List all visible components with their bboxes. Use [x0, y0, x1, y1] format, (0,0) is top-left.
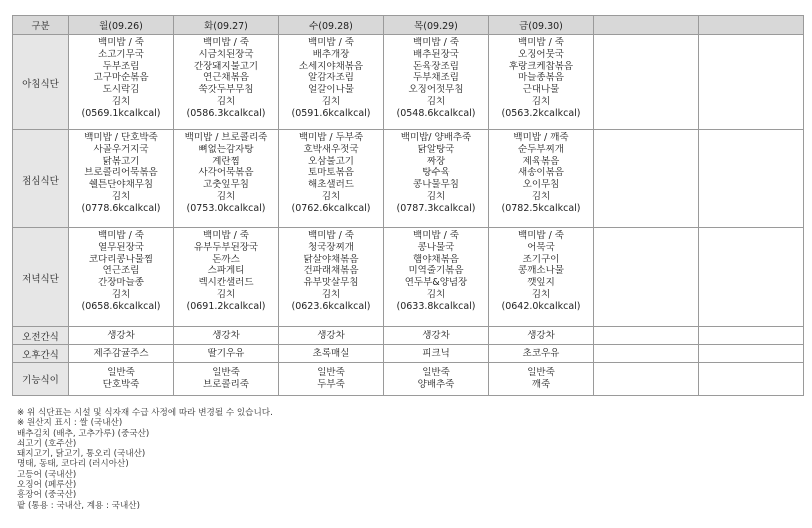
note-line: 배추김치 (배추, 고추가루) (중국산) — [17, 428, 150, 439]
menu-cell — [489, 345, 594, 363]
menu-item: 닭살야채볶음 — [303, 253, 359, 265]
category-header: 구분 — [13, 16, 69, 35]
menu-cell — [69, 363, 174, 396]
menu-cell — [279, 228, 384, 327]
menu-item: 연근채볶음 — [203, 72, 249, 84]
menu-item: 오삼불고기 — [308, 155, 354, 167]
menu-item: 유부맛살무침 — [303, 277, 359, 289]
menu-cell — [594, 327, 699, 345]
menu-cell — [699, 345, 804, 363]
menu-item: 단호박죽 — [102, 379, 140, 390]
menu-item: (0753.0kcalkcal) — [186, 202, 266, 214]
row-label: 저녁식단 — [13, 228, 69, 327]
menu-item: 김치 — [321, 95, 341, 107]
menu-cell — [594, 130, 699, 228]
menu-cell — [384, 130, 489, 228]
menu-cell — [699, 327, 804, 345]
menu-item: 콩깨소나물 — [518, 265, 564, 277]
menu-cell — [174, 35, 279, 130]
menu-item: 두부조림 — [102, 60, 140, 72]
header-row — [13, 16, 804, 35]
menu-item: 김치 — [531, 190, 551, 202]
menu-item: 닭볶고기 — [102, 155, 140, 167]
day-header-empty-2 — [699, 16, 804, 35]
menu-item: 미역줄기볶음 — [408, 265, 464, 277]
menu-item: 햄야채볶음 — [413, 253, 459, 265]
menu-cell — [279, 35, 384, 130]
menu-item: 청국장찌개 — [308, 241, 354, 253]
menu-item: 일반죽 — [212, 367, 240, 379]
note-line: 명태, 동태, 코다리 (러시아산) — [17, 459, 129, 470]
menu-item: 일반죽 — [422, 367, 450, 379]
menu-cell — [384, 363, 489, 396]
menu-cell — [489, 363, 594, 396]
menu-cell — [69, 228, 174, 327]
menu-item: 돈육장조림 — [413, 60, 459, 72]
menu-item: 시금치된장국 — [198, 48, 254, 60]
menu-cell — [174, 130, 279, 228]
menu-item: (0569.1kcalkcal) — [81, 107, 161, 119]
afternoon-snack-row — [13, 345, 804, 363]
menu-item: (0782.5kcalkcal) — [501, 202, 581, 214]
day-header-empty-1 — [594, 16, 699, 35]
row-label: 오후간식 — [13, 345, 69, 363]
menu-item: 딸기우유 — [207, 347, 245, 359]
menu-item: 백미밥 / 죽 — [203, 37, 249, 48]
menu-item: 해초샐러드 — [308, 179, 354, 191]
menu-item: 백미밥/ 양배추죽 — [400, 132, 472, 143]
menu-item: 백미밥 / 죽 — [203, 230, 249, 241]
menu-item: 탕수육 — [422, 167, 450, 179]
menu-item: 일반죽 — [107, 367, 135, 379]
menu-item: 어묵국 — [527, 241, 555, 253]
menu-cell — [699, 228, 804, 327]
menu-cell — [174, 345, 279, 363]
menu-item: 콩나물국 — [417, 241, 455, 253]
menu-item: 두부죽 — [317, 379, 345, 390]
note-line: ※ 원산지 표시 : 쌀 (국내산) — [17, 418, 123, 429]
menu-item: 브로콜리어묵볶음 — [84, 167, 158, 179]
menu-item: 일반죽 — [317, 367, 345, 379]
menu-item: 양배추죽 — [417, 379, 455, 390]
menu-cell — [489, 130, 594, 228]
menu-item: 렉시칸샐러드 — [198, 277, 254, 289]
menu-item: 백미밥 / 깨죽 — [513, 132, 569, 143]
menu-item: 백미밥 / 죽 — [308, 37, 354, 48]
menu-item: 순두부찌개 — [518, 143, 564, 155]
menu-body — [13, 35, 804, 396]
menu-item: 김치 — [111, 190, 131, 202]
menu-item: (0633.8kcalkcal) — [396, 300, 476, 312]
menu-cell — [279, 130, 384, 228]
menu-item: 두부채조림 — [413, 72, 459, 84]
menu-item: 알감자조림 — [308, 72, 354, 84]
special-diet-row — [13, 363, 804, 396]
menu-cell — [594, 345, 699, 363]
menu-item: 김치 — [531, 288, 551, 300]
menu-item: 생강차 — [212, 329, 240, 341]
menu-item: 생강차 — [422, 329, 450, 341]
menu-item: 사각어묵볶음 — [198, 167, 254, 179]
menu-item: 후랑크케찹볶음 — [508, 60, 574, 72]
menu-item: (0586.3kcalkcal) — [186, 107, 266, 119]
menu-item: 김치 — [321, 288, 341, 300]
menu-item: 닭알탕국 — [417, 143, 455, 155]
menu-item: 계란찜 — [212, 155, 240, 167]
menu-item: 마늘종볶음 — [518, 72, 564, 84]
menu-item: 생강차 — [527, 329, 555, 341]
menu-item: (0778.6kcalkcal) — [81, 202, 161, 214]
menu-cell — [594, 363, 699, 396]
menu-item: 코다리콩나물찜 — [88, 253, 154, 265]
menu-item: 토마토볶음 — [308, 167, 354, 179]
menu-item: 생강차 — [317, 329, 345, 341]
breakfast-row — [13, 35, 804, 130]
row-label: 점심식단 — [13, 130, 69, 228]
menu-item: 초코우유 — [522, 347, 560, 359]
menu-item: 돈까스 — [212, 253, 240, 265]
menu-item: 김치 — [111, 288, 131, 300]
menu-item: (0642.0kcalkcal) — [501, 300, 581, 312]
menu-item: (0591.6kcalkcal) — [291, 107, 371, 119]
menu-item: 오이무침 — [522, 179, 560, 191]
menu-item: 백미밥 / 죽 — [413, 230, 459, 241]
menu-item: 백미밥 / 죽 — [518, 37, 564, 48]
menu-item: 연근조림 — [102, 265, 140, 277]
note-line: 팥 (통용 : 국내산, 계용 : 국내산) — [17, 500, 140, 511]
notes-section — [17, 408, 273, 511]
menu-item: 브로콜리죽 — [203, 379, 249, 390]
menu-item: 김치 — [531, 95, 551, 107]
menu-item: 제주감귤주스 — [93, 347, 149, 359]
day-header-thu: 목(09.29) — [384, 16, 489, 35]
menu-item: 피크닉 — [422, 347, 450, 359]
menu-cell — [69, 130, 174, 228]
menu-item: 배추된장국 — [413, 48, 459, 60]
menu-item: 김치 — [426, 190, 446, 202]
row-label: 기능식이 — [13, 363, 69, 396]
note-line: ※ 위 식단표는 시설 및 식자재 수급 사정에 따라 변경될 수 있습니다. — [17, 408, 273, 418]
menu-item: 건파래채볶음 — [303, 265, 359, 277]
menu-item: 백미밥 / 두부죽 — [298, 132, 364, 143]
menu-item: 연두부&양념장 — [404, 277, 468, 289]
menu-item: 배추개장 — [312, 48, 350, 60]
menu-item: 김치 — [426, 288, 446, 300]
menu-cell — [69, 345, 174, 363]
menu-item: 일반죽 — [527, 367, 555, 379]
menu-item: 열무된장국 — [98, 241, 144, 253]
menu-item: 뼈없는감자탕 — [198, 143, 254, 155]
menu-item: 백미밥 / 죽 — [413, 37, 459, 48]
menu-item: 고구마순볶음 — [93, 72, 149, 84]
menu-item: (0623.6kcalkcal) — [291, 300, 371, 312]
menu-item: 새송이볶음 — [518, 167, 564, 179]
menu-item: 깻잎지 — [527, 277, 555, 289]
note-line: 돼지고기, 닭고기, 통오리 (국내산) — [17, 449, 146, 460]
menu-item: 김치 — [111, 95, 131, 107]
menu-item: 깨죽 — [531, 379, 551, 390]
menu-cell — [279, 345, 384, 363]
day-header-wed: 수(09.28) — [279, 16, 384, 35]
dinner-row — [13, 228, 804, 327]
day-header-tue: 화(09.27) — [174, 16, 279, 35]
menu-item: 김치 — [321, 190, 341, 202]
menu-item: 얼갈이나물 — [308, 84, 354, 96]
menu-item: (0563.2kcalkcal) — [501, 107, 581, 119]
day-header-fri: 금(09.30) — [489, 16, 594, 35]
menu-cell — [594, 35, 699, 130]
menu-item: 김치 — [216, 190, 236, 202]
weekly-menu-table — [12, 15, 804, 396]
lunch-row — [13, 130, 804, 228]
menu-item: 초록매실 — [312, 347, 350, 359]
menu-item: 백미밥 / 죽 — [98, 230, 144, 241]
menu-item: 제육볶음 — [522, 155, 560, 167]
menu-item: 김치 — [216, 95, 236, 107]
morning-snack-row — [13, 327, 804, 345]
menu-cell — [699, 130, 804, 228]
menu-item: 김치 — [426, 95, 446, 107]
menu-item: 김치 — [216, 288, 236, 300]
menu-cell — [69, 327, 174, 345]
menu-item: 콩나물무침 — [413, 179, 459, 191]
menu-cell — [279, 327, 384, 345]
note-line: 고등어 (국내산) — [17, 469, 77, 480]
menu-item: 유부두부된장국 — [193, 241, 259, 253]
menu-item: 오징어젓무침 — [408, 84, 464, 96]
menu-item: 조기구이 — [522, 253, 560, 265]
menu-item: 고춧잎무침 — [203, 179, 249, 191]
menu-item: (0691.2kcalkcal) — [186, 300, 266, 312]
menu-item: 쉘튼단야채무침 — [88, 179, 154, 191]
menu-item: 소세지야채볶음 — [298, 60, 364, 72]
menu-item: 짜장 — [426, 155, 446, 167]
menu-item: 백미밥 / 죽 — [308, 230, 354, 241]
row-label: 아침식단 — [13, 35, 69, 130]
menu-cell — [384, 228, 489, 327]
menu-item: 도시락김 — [102, 84, 140, 96]
menu-cell — [699, 363, 804, 396]
menu-item: 오징어뭇국 — [518, 48, 564, 60]
menu-item: 쑥갓두부무침 — [198, 84, 254, 96]
menu-item: 소고기무국 — [98, 48, 144, 60]
note-line: 오징어 (페루산) — [17, 480, 77, 491]
menu-item: (0787.3kcalkcal) — [396, 202, 476, 214]
menu-item: 생강차 — [107, 329, 135, 341]
menu-item: 간장돼지불고기 — [193, 60, 259, 72]
menu-item: (0762.6kcalkcal) — [291, 202, 371, 214]
menu-cell — [69, 35, 174, 130]
note-line: 쇠고기 (호주산) — [17, 438, 77, 449]
menu-item: 백미밥 / 죽 — [98, 37, 144, 48]
menu-item: 백미밥 / 죽 — [518, 230, 564, 241]
menu-cell — [174, 363, 279, 396]
menu-item: 간장마늘종 — [98, 277, 144, 289]
menu-cell — [174, 228, 279, 327]
menu-item: 스파게티 — [207, 265, 245, 277]
menu-cell — [384, 345, 489, 363]
menu-cell — [489, 35, 594, 130]
menu-item: (0658.6kcalkcal) — [81, 300, 161, 312]
menu-cell — [699, 35, 804, 130]
menu-cell — [174, 327, 279, 345]
menu-item: 사골우거지국 — [93, 143, 149, 155]
menu-cell — [489, 228, 594, 327]
menu-item: (0548.6kcalkcal) — [396, 107, 476, 119]
menu-item: 백미밥 / 단호박죽 — [84, 132, 158, 143]
menu-item: 호박새우젓국 — [303, 143, 359, 155]
menu-cell — [594, 228, 699, 327]
menu-cell — [384, 327, 489, 345]
menu-cell — [489, 327, 594, 345]
menu-cell — [384, 35, 489, 130]
day-header-mon: 월(09.26) — [69, 16, 174, 35]
note-line: 흥장어 (중국산) — [17, 490, 77, 501]
menu-item: 근대나물 — [522, 84, 560, 96]
row-label: 오전간식 — [13, 327, 69, 345]
menu-cell — [279, 363, 384, 396]
menu-item: 백미밥 / 브로콜리죽 — [184, 132, 268, 143]
